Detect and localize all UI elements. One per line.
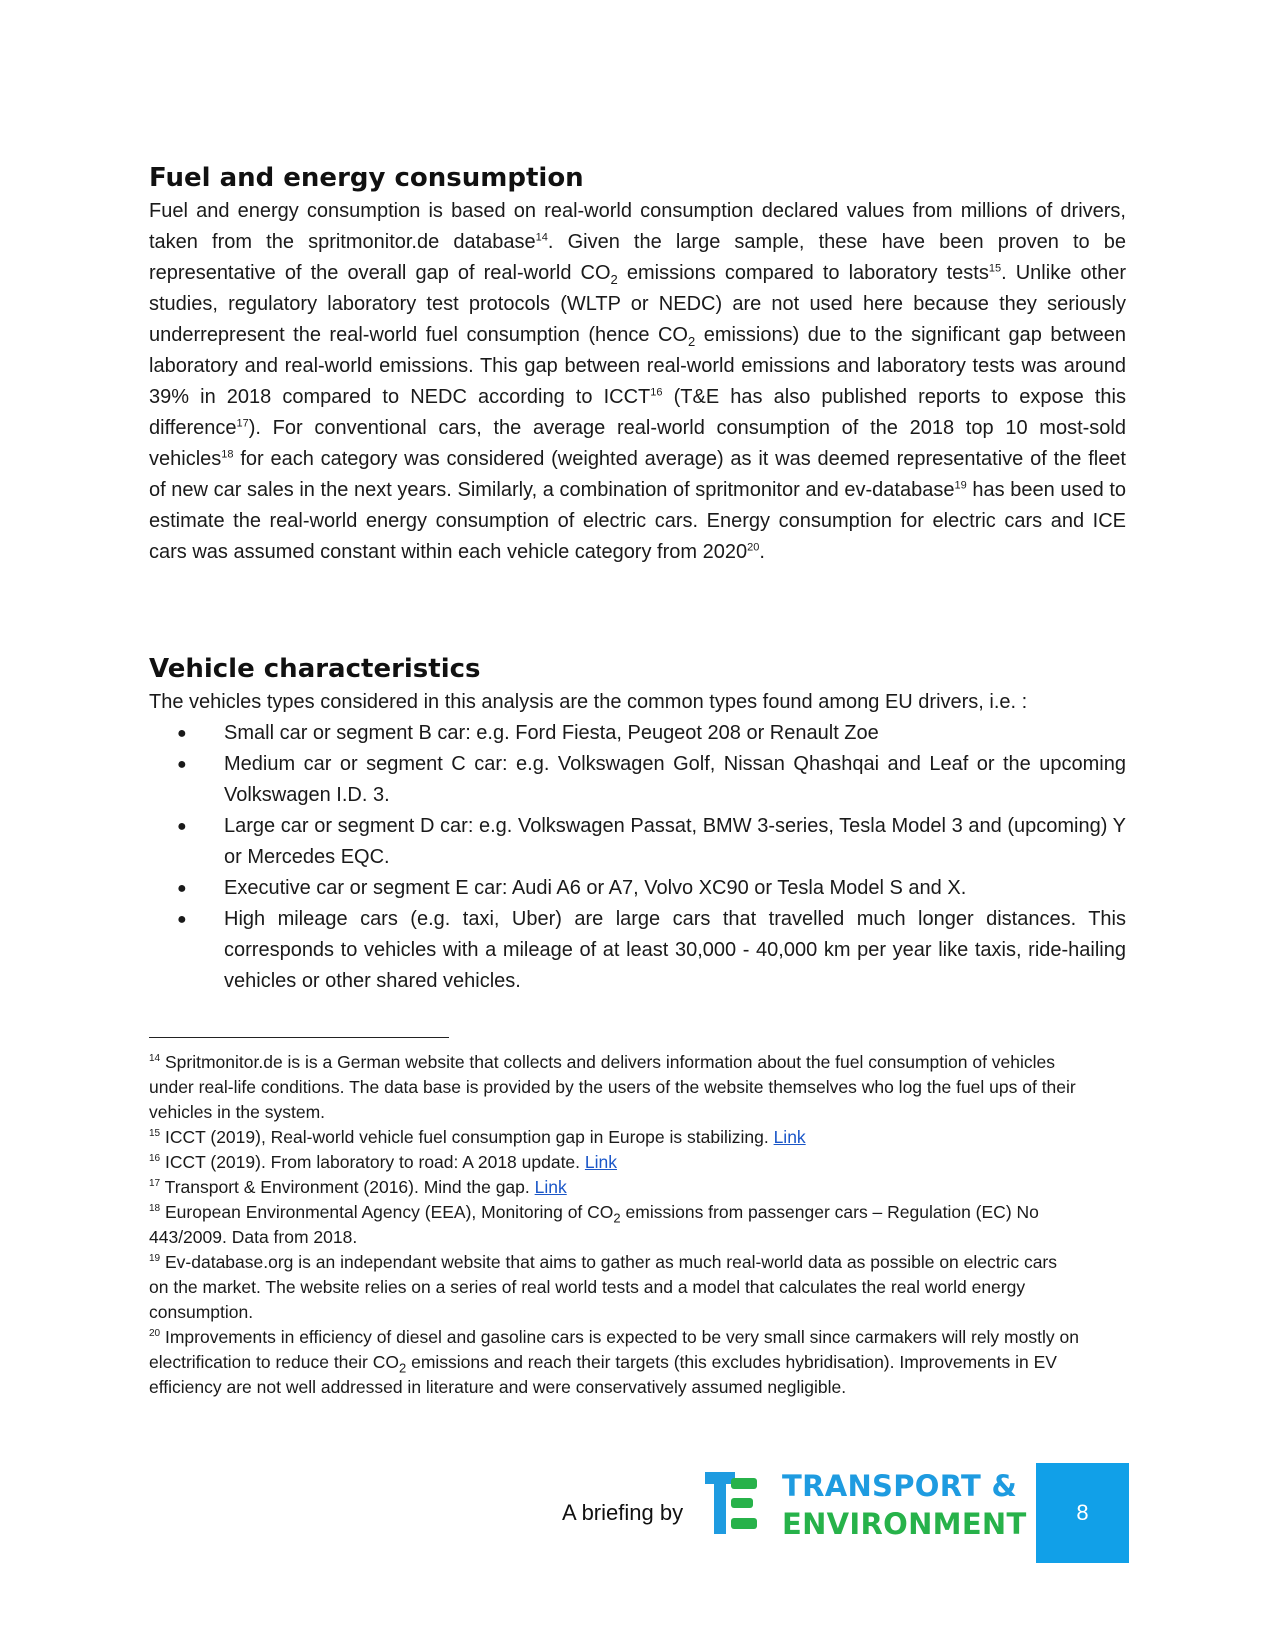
- section-fuel-energy: [149, 160, 1126, 568]
- bullet-icon: ●: [177, 756, 187, 773]
- footnote-ref-16[interactable]: 16: [650, 386, 663, 399]
- brand-wordmark: [782, 1467, 1027, 1543]
- page-number: 8: [1036, 1463, 1129, 1563]
- footnote-ref-17[interactable]: 17: [236, 417, 249, 430]
- vehicles-intro: The vehicles types considered in this analysis are the common types found among EU drivers, i.e. :: [149, 691, 1028, 713]
- list-item: ● Medium car or segment C car: e.g. Volkswagen Golf, Nissan Qhashqai and Leaf or the upcoming Volkswagen I.D. 3.: [149, 749, 1126, 811]
- list-item: ● Small car or segment B car: e.g. Ford Fiesta, Peugeot 208 or Renault Zoe: [149, 718, 1126, 749]
- list-item: ● Executive car or segment E car: Audi A6 or A7, Volvo XC90 or Tesla Model S and X.: [149, 873, 1126, 904]
- footnote-ref-18[interactable]: 18: [221, 448, 234, 461]
- list-item: ● Large car or segment D car: e.g. Volkswagen Passat, BMW 3-series, Tesla Model 3 and (upcoming) Y or Mercedes EQC.: [149, 811, 1126, 873]
- vehicle-type-list: [149, 718, 1126, 997]
- section-vehicle-characteristics: [149, 651, 1126, 997]
- brand-line-2: ENVIRONMENT: [782, 1507, 1027, 1541]
- te-logo-icon: [705, 1472, 757, 1534]
- brand-line-1: TRANSPORT &: [782, 1469, 1018, 1503]
- list-item: ● High mileage cars (e.g. taxi, Uber) are large cars that travelled much longer distances. This corresponds to vehicles with a mileage of at least 30,000 - 40,000 km per year like taxis, ride-hailing vehicles or other shared vehicles.: [149, 904, 1126, 997]
- footnote-separator: [149, 1037, 449, 1038]
- bullet-icon: ●: [177, 911, 187, 928]
- footnote-19: $^{19}$ Ev-database.org is an independant website that aims to gather as much real-world data as possible on electric cars on the market. The website relies on a series of real world tests and a model that calculates the real world energy consumption.: [149, 1252, 1057, 1322]
- footnote-ref-19[interactable]: 19: [954, 479, 967, 492]
- footnote-14: $^{14}$ Spritmonitor.de is is a German website that collects and delivers information about the fuel consumption of vehicles under real-life conditions. The data base is provided by the users of the website themselves who log the fuel ups of their vehicles in the system.: [149, 1052, 1076, 1122]
- footnote-15-link[interactable]: Link: [773, 1127, 806, 1147]
- footnote-ref-14[interactable]: 14: [535, 231, 548, 244]
- footnotes: [149, 1050, 1079, 1400]
- footnote-17-link[interactable]: Link: [534, 1177, 567, 1197]
- footnote-18: $^{18}$ European Environmental Agency (EEA), Monitoring of $CO_2$ emissions from passenger cars – Regulation (EC) No 443/2009. Data from 2018.: [149, 1202, 1039, 1247]
- fuel-paragraph: Fuel and energy consumption is based on real-world consumption declared values from millions of drivers, taken from the spritmonitor.de database$^{14}$. Given the large sample, these have been proven to be representative of the overall gap of real-world $CO_2$ emissions compared to laboratory tests$^{15}$. Unlike other studies, regulatory laboratory test protocols (WLTP or NEDC) are not used here because they seriously underrepresent the real-world fuel consumption (hence $CO_2$ emissions) due to the significant gap between laboratory and real-world emissions. This gap between real-world emissions and laboratory tests was around 39% in 2018 compared to NEDC according to ICCT$^{16}$ (T&E has also published reports to expose this difference$^{17}$). For conventional cars, the average real-world consumption of the 2018 top 10 most-sold vehicles$^{18}$ for each category was considered (weighted average) as it was deemed representative of the fleet of new car sales in the next years. Similarly, a combination of spritmonitor and ev-database$^{19}$ has been used to estimate the real-world energy consumption of electric cars. Energy consumption for electric cars and ICE cars was assumed constant within each vehicle category from 2020$^{20}$.: [149, 200, 1127, 563]
- footnote-17: $^{17}$ Transport & Environment (2016). Mind the gap. Link: [149, 1177, 567, 1197]
- footnote-16-link[interactable]: Link: [584, 1152, 618, 1172]
- section-heading-fuel: Fuel and energy consumption: [149, 163, 584, 193]
- bullet-icon: ●: [177, 818, 187, 835]
- footnote-15: $^{15}$ ICCT (2019), Real-world vehicle fuel consumption gap in Europe is stabilizing. Link: [149, 1127, 806, 1147]
- bullet-icon: ●: [177, 880, 187, 897]
- footnote-20: $^{20}$ Improvements in efficiency of diesel and gasoline cars is expected to be very small since carmakers will rely mostly on electrification to reduce their $CO_2$ emissions and reach their targets (this excludes hybridisation). Improvements in EV efficiency are not well addressed in literature and were conservatively assumed negligible.: [149, 1327, 1079, 1397]
- briefing-by-label: A briefing by: [562, 1500, 684, 1525]
- footnote-ref-20[interactable]: 20: [747, 541, 760, 554]
- footnote-ref-15[interactable]: 15: [988, 262, 1002, 275]
- section-heading-vehicles: Vehicle characteristics: [149, 654, 481, 684]
- footnote-16: $^{16}$ ICCT (2019). From laboratory to road: A 2018 update. Link: [149, 1152, 618, 1172]
- bullet-icon: ●: [177, 725, 187, 742]
